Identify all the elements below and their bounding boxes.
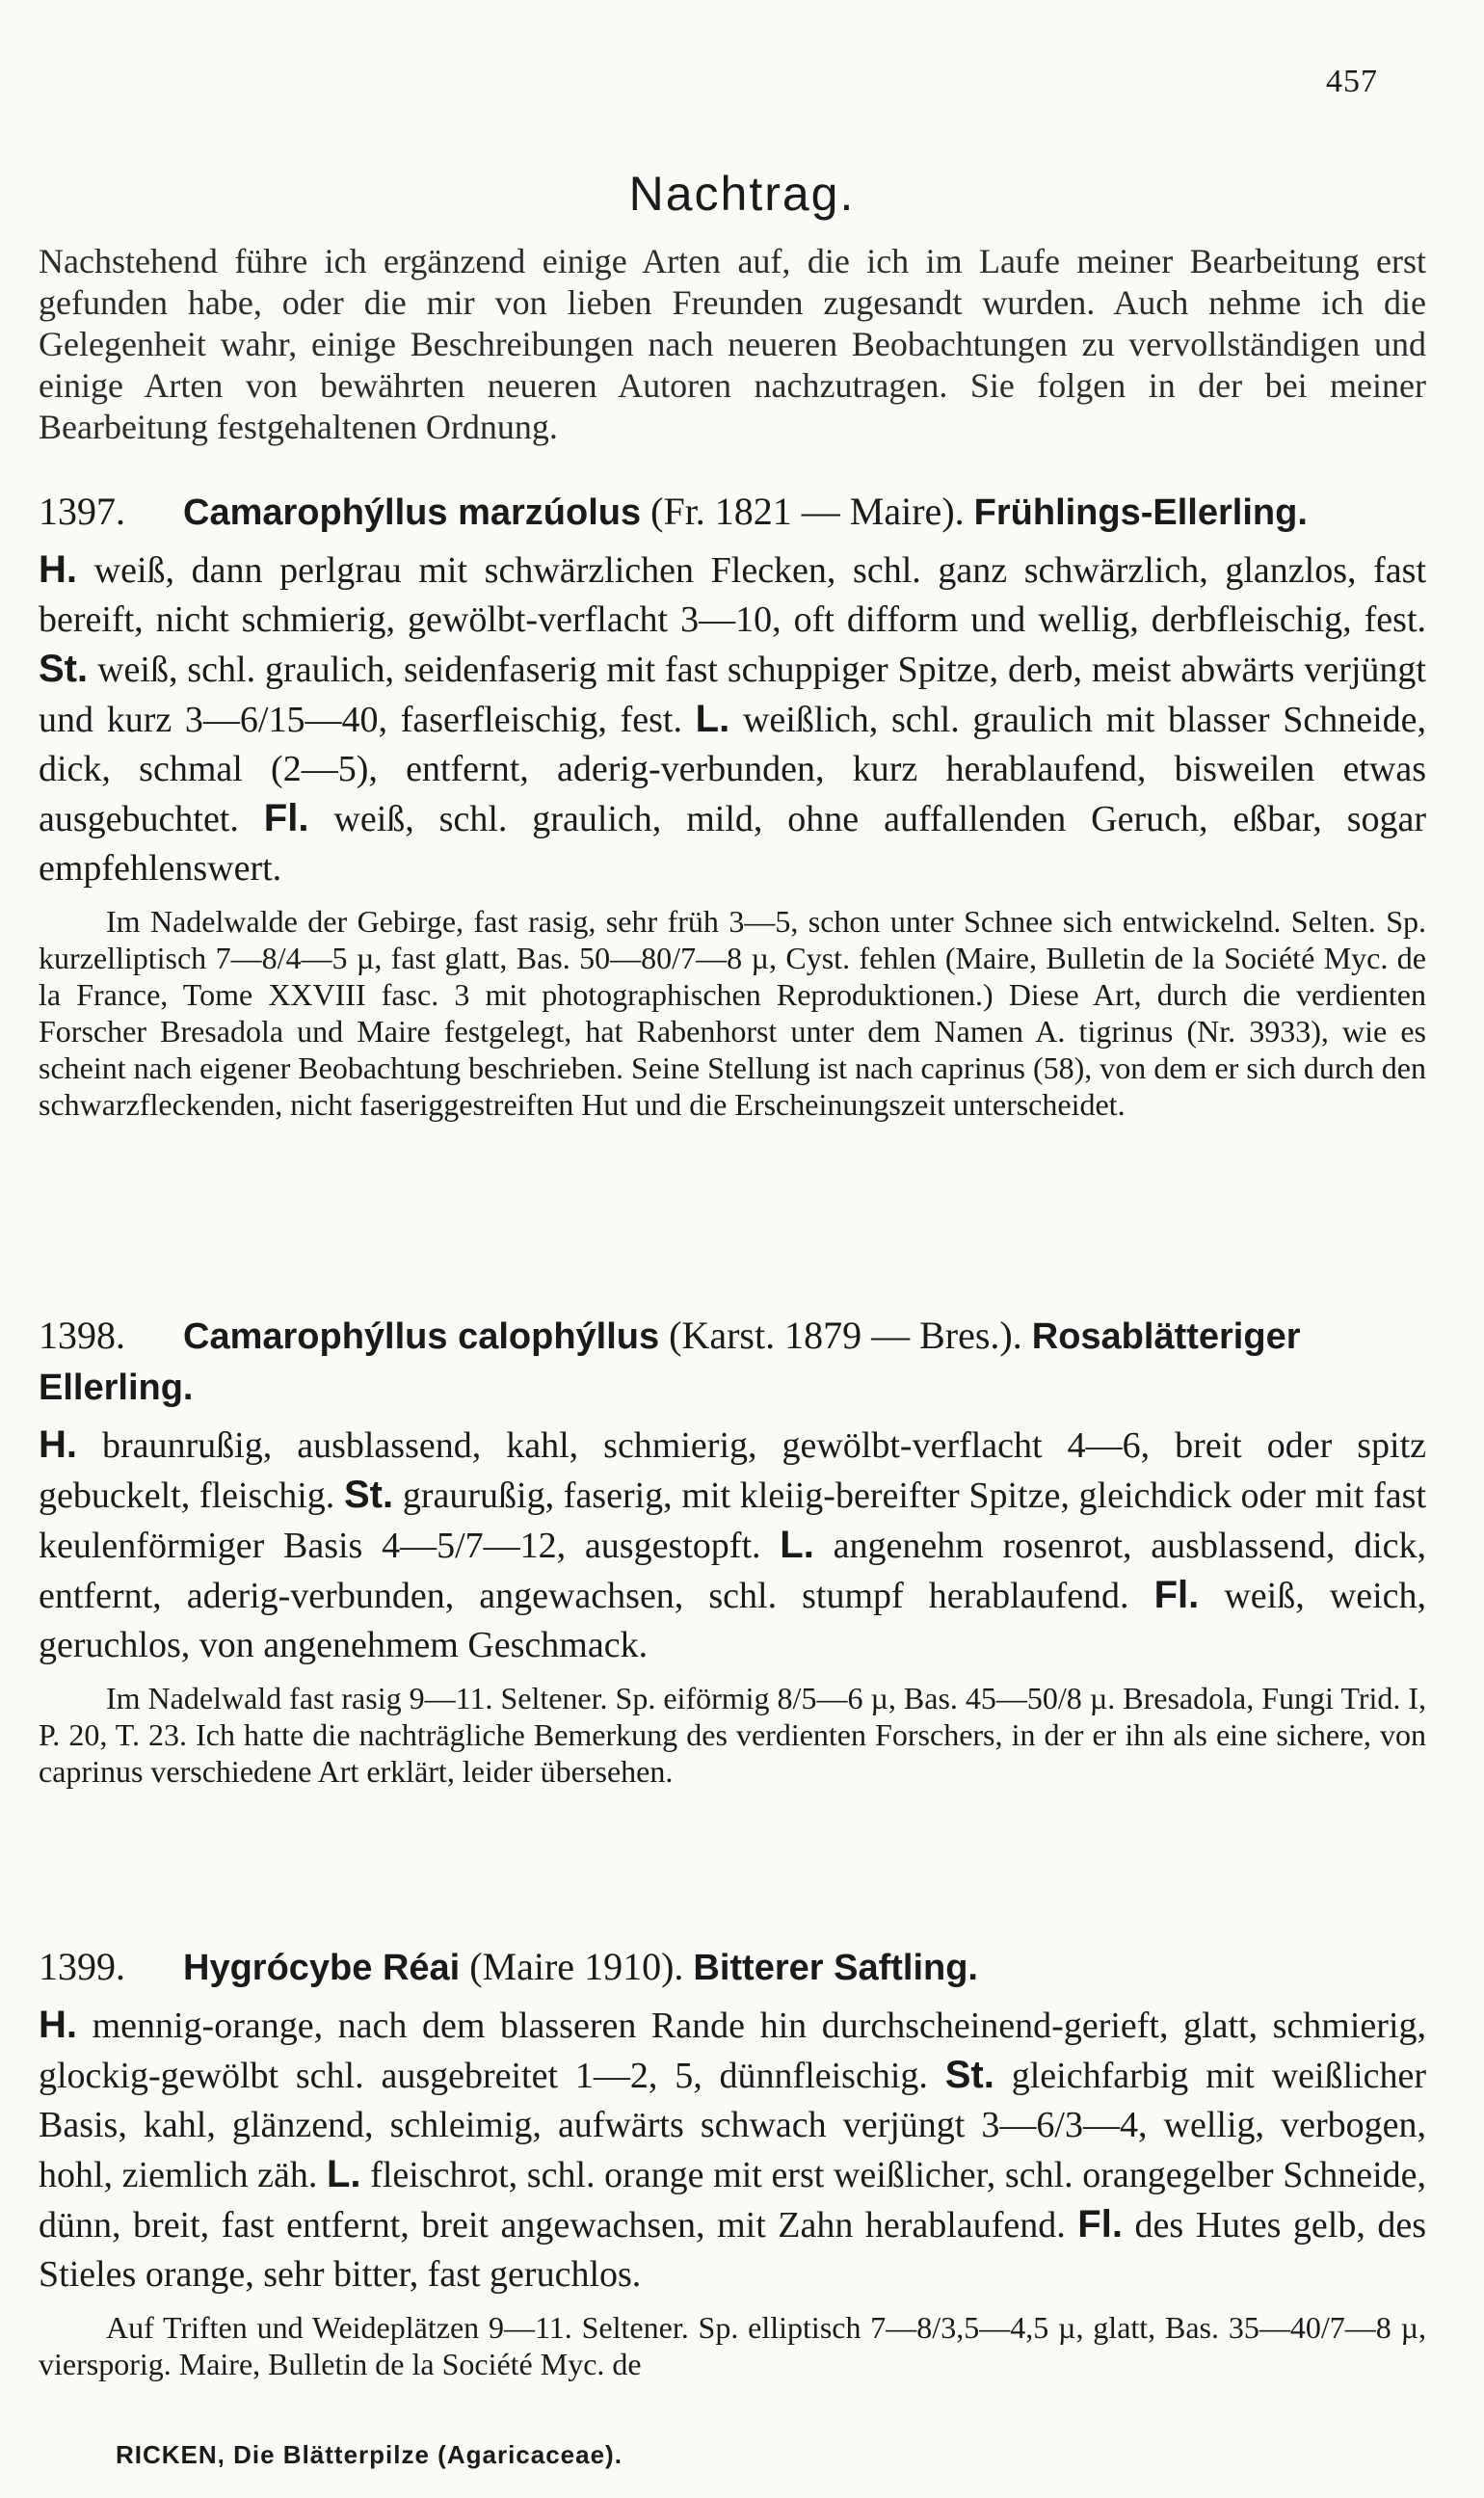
h-text: mennig-orange, nach dem blasseren Rande hin durchscheinend-gerieft, glatt, schmierig, glockig-gewölbt schl. ausgebreitet 1—2, 5, dünnfleischig. <box>39 2006 1426 2096</box>
entry-description <box>39 2001 1426 2299</box>
common-name: Rosablätteriger Ellerling. <box>39 1316 1301 1408</box>
entry-number: 1398. <box>39 1314 125 1357</box>
entry-number: 1399. <box>39 1945 125 1988</box>
authority: (Karst. 1879 — Bres.). <box>669 1314 1022 1357</box>
latin-name: Camarophýllus calophýllus <box>183 1316 660 1357</box>
st-text: graurußig, faserig, mit kleiig-bereifter Spitze, gleichdick oder mit fast keulenförmiger Basis 4—5/7—12, ausgestopft. <box>39 1475 1427 1566</box>
l-label: L. <box>695 698 730 740</box>
species-entry <box>39 1311 1426 1790</box>
page-number: 457 <box>1326 64 1378 99</box>
running-footer: RICKEN, Die Blätterpilze (Agaricaceae). <box>116 2440 623 2469</box>
l-text: angenehm rosenrot, ausblassend, dick, entfernt, aderig-verbunden, angewachsen, schl. stumpf herablaufend. <box>39 1526 1427 1616</box>
h-label: H. <box>39 548 77 591</box>
st-label: St. <box>344 1474 394 1516</box>
fl-text: weiß, weich, geruchlos, von angenehmem Geschmack. <box>39 1576 1427 1665</box>
fl-label: Fl. <box>1077 2203 1123 2246</box>
fl-label: Fl. <box>263 797 309 839</box>
l-label: L. <box>780 1524 814 1566</box>
entry-heading <box>39 487 1426 538</box>
entry-description <box>39 1421 1426 1670</box>
common-name: Frühlings-Ellerling. <box>973 492 1308 533</box>
l-text: weißlich, schl. graulich mit blasser Schneide, dick, schmal (2—5), entfernt, aderig-verbunden, kurz herablaufend, bisweilen etwas ausgebuchtet. <box>39 700 1427 839</box>
entry-description <box>39 545 1426 893</box>
entry-heading <box>39 1942 1426 1993</box>
entry-notes: Auf Triften und Weideplätzen 9—11. Seltener. Sp. elliptisch 7—8/3,5—4,5 µ, glatt, Bas. 35—40/7—8 µ, viersporig. Maire, Bulletin de la Société Myc. de <box>39 2310 1426 2381</box>
entry-notes: Im Nadelwald fast rasig 9—11. Seltener. Sp. eiförmig 8/5—6 µ, Bas. 45—50/8 µ. Bresadola, Fungi Trid. I, P. 20, T. 23. Ich hatte die nachträgliche Bemerkung des verdienten Forschers, in der er ihn als eine sichere, von caprinus verschiedene Art erklärt, leider übersehen. <box>39 1681 1426 1789</box>
fl-text: des Hutes gelb, des Stieles orange, sehr bitter, fast geruchlos. <box>39 2205 1427 2295</box>
entry-heading <box>39 1311 1426 1413</box>
common-name: Bitterer Saftling. <box>693 1948 978 1988</box>
entry-notes: Im Nadelwalde der Gebirge, fast rasig, sehr früh 3—5, schon unter Schnee sich entwickelnd. Selten. Sp. kurzelliptisch 7—8/4—5 µ, fast glatt, Bas. 50—80/7—8 µ, Cyst. fehlen (Maire, Bulletin de la Société Myc. de la France, Tome XXVIII fasc. 3 mit photographischen Reproduktionen.) Diese Art, durch die verdienten Forscher Bresadola und Maire festgelegt, hat Rabenhorst unter dem Namen A. tigrinus (Nr. 3933), wie es scheint nach eigener Beobachtung beschrieben. Seine Stellung ist nach caprinus (58), von dem er sich durch den schwarzfleckenden, nicht faseriggestreiften Hut und die Erscheinungszeit unterscheidet. <box>39 904 1426 1122</box>
h-label: H. <box>39 1423 77 1466</box>
species-entry <box>39 487 1426 1123</box>
authority: (Maire 1910). <box>469 1945 684 1988</box>
l-text: fleischrot, schl. orange mit erst weißlicher, schl. orangegelber Schneide, dünn, breit, fast entfernt, breit angewachsen, mit Zahn herablaufend. <box>39 2155 1426 2246</box>
st-label: St. <box>944 2054 994 2096</box>
fl-text: weiß, schl. graulich, mild, ohne auffallenden Geruch, eßbar, sogar empfehlenswert. <box>39 799 1427 889</box>
h-text: braunrußig, ausblassend, kahl, schmierig, gewölbt-verflacht 4—6, breit oder spitz gebuckelt, fleischig. <box>39 1425 1426 1516</box>
h-text: weiß, dann perlgrau mit schwärzlichen Flecken, schl. ganz schwärzlich, glanzlos, fast bereift, nicht schmierig, gewölbt-verflacht 3—10, oft difform und wellig, derbfleischig, fest. <box>39 550 1426 640</box>
fl-label: Fl. <box>1153 1574 1200 1616</box>
intro-paragraph: Nachstehend führe ich ergänzend einige Arten auf, die ich im Laufe meiner Bearbeitung erst gefunden habe, oder die mir von lieben Freunden zugesandt wurden. Auch nehme ich die Gelegenheit wahr, einige Beschreibungen nach neueren Beobachtungen zu vervollständigen und einige Arten von bewährten neueren Autoren nachzutragen. Sie folgen in der bei meiner Bearbeitung festgehaltenen Ordnung. <box>39 242 1426 446</box>
authority: (Fr. 1821 — Maire). <box>650 490 965 533</box>
latin-name: Hygrócybe Réai <box>183 1948 461 1988</box>
st-text: gleichfarbig mit weißlicher Basis, kahl, glänzend, schleimig, aufwärts schwach verjüngt 3—6/3—4, wellig, verbogen, hohl, ziemlich zäh. <box>39 2056 1427 2195</box>
entry-number: 1397. <box>39 490 125 533</box>
h-label: H. <box>39 2004 77 2046</box>
latin-name: Camarophýllus marzúolus <box>183 492 642 533</box>
species-entry <box>39 1942 1426 2382</box>
st-text: weiß, schl. graulich, seidenfaserig mit fast schuppiger Spitze, derb, meist abwärts verjüngt und kurz 3—6/15—40, faserfleischig, fest. <box>39 650 1426 740</box>
st-label: St. <box>39 648 89 690</box>
page-title: Nachtrag. <box>628 167 856 221</box>
l-label: L. <box>327 2153 361 2195</box>
